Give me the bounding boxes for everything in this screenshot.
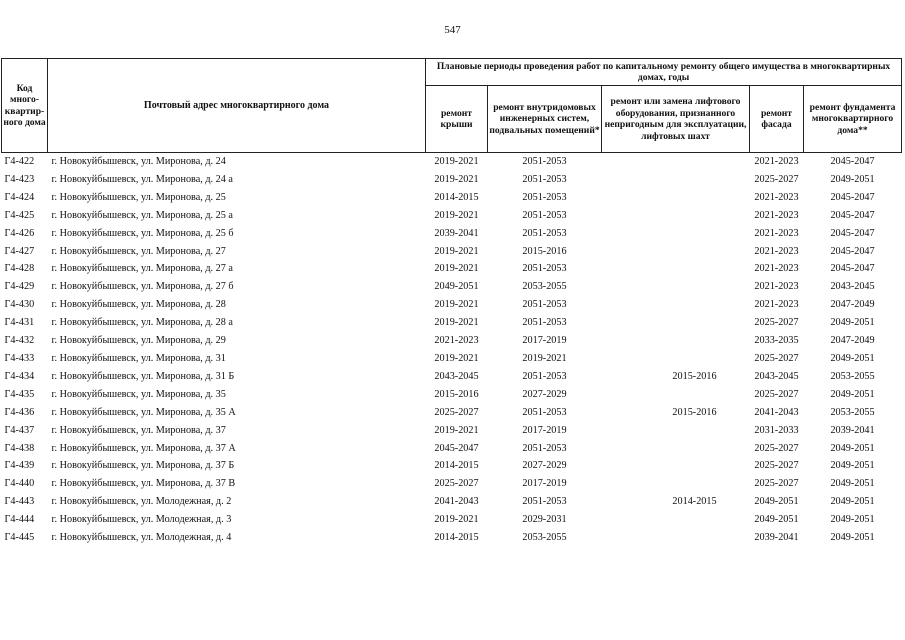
table-row xyxy=(2,529,902,547)
cell-roof: 2019-2021 xyxy=(434,245,479,257)
cell-foundation: 2045-2047 xyxy=(830,156,875,167)
table-row xyxy=(2,404,902,422)
cell-address: г. Новокуйбышевск, ул. Миронова, д. 27 xyxy=(51,245,226,257)
cell-facade: 2021-2023 xyxy=(754,191,799,203)
cell-code: Г4-428 xyxy=(4,263,35,275)
cell-engineering: 2051-2053 xyxy=(522,209,567,221)
cell-lift xyxy=(602,332,750,350)
cell-engineering: 2051-2053 xyxy=(522,317,567,329)
table-row xyxy=(2,457,902,475)
table-header xyxy=(2,59,902,153)
table-body xyxy=(2,153,902,547)
cell-address: г. Новокуйбышевск, ул. Миронова, д. 31 Б xyxy=(51,370,235,382)
cell-code: Г4-433 xyxy=(4,352,35,364)
table-row xyxy=(2,440,902,458)
cell-facade: 2025-2027 xyxy=(754,478,799,490)
cell-facade: 2021-2023 xyxy=(754,156,799,167)
cell-foundation: 2049-2051 xyxy=(830,173,875,185)
cell-facade: 2025-2027 xyxy=(754,317,799,329)
table-row xyxy=(2,332,902,350)
cell-foundation: 2049-2051 xyxy=(830,478,875,490)
cell-facade: 2043-2045 xyxy=(754,370,799,382)
header-foundation: ремонт фундамента многоквартирного дома** xyxy=(804,86,902,153)
cell-lift: 2015-2016 xyxy=(672,370,717,382)
cell-facade: 2025-2027 xyxy=(754,352,799,364)
cell-engineering: 2053-2055 xyxy=(522,281,567,293)
cell-code: Г4-443 xyxy=(4,496,35,508)
cell-foundation: 2049-2051 xyxy=(830,496,875,508)
cell-engineering: 2019-2021 xyxy=(522,352,567,364)
cell-facade: 2021-2023 xyxy=(754,281,799,293)
cell-foundation: 2047-2049 xyxy=(830,299,875,311)
cell-address: г. Новокуйбышевск, ул. Миронова, д. 37 А xyxy=(51,442,236,454)
cell-code: Г4-435 xyxy=(4,388,35,400)
capital-repair-table xyxy=(1,58,902,547)
cell-lift xyxy=(602,440,750,458)
cell-lift xyxy=(602,350,750,368)
cell-code: Г4-427 xyxy=(4,245,35,257)
cell-address: г. Новокуйбышевск, ул. Молодежная, д. 3 xyxy=(51,514,232,526)
cell-facade: 2049-2051 xyxy=(754,514,799,526)
cell-address: г. Новокуйбышевск, ул. Миронова, д. 35 А xyxy=(51,406,236,418)
cell-engineering: 2051-2053 xyxy=(522,370,567,382)
cell-facade: 2031-2033 xyxy=(754,424,799,436)
table-row xyxy=(2,350,902,368)
cell-foundation: 2049-2051 xyxy=(830,442,875,454)
cell-code: Г4-432 xyxy=(4,335,35,347)
cell-address: г. Новокуйбышевск, ул. Миронова, д. 37 xyxy=(51,424,226,436)
cell-lift xyxy=(602,296,750,314)
cell-lift xyxy=(602,529,750,547)
cell-foundation: 2053-2055 xyxy=(830,370,875,382)
cell-code: Г4-438 xyxy=(4,442,35,454)
cell-address: г. Новокуйбышевск, ул. Миронова, д. 24 xyxy=(51,156,226,167)
cell-lift xyxy=(602,314,750,332)
cell-roof: 2015-2016 xyxy=(434,388,479,400)
cell-facade: 2021-2023 xyxy=(754,227,799,239)
cell-address: г. Новокуйбышевск, ул. Миронова, д. 27 б xyxy=(51,281,234,293)
cell-roof: 2019-2021 xyxy=(434,317,479,329)
table-row xyxy=(2,511,902,529)
cell-roof: 2019-2021 xyxy=(434,263,479,275)
cell-facade: 2049-2051 xyxy=(754,496,799,508)
cell-lift xyxy=(602,243,750,261)
table-row xyxy=(2,189,902,207)
page-number: 547 xyxy=(444,24,461,36)
table-row xyxy=(2,207,902,225)
cell-address: г. Новокуйбышевск, ул. Миронова, д. 27 а xyxy=(51,263,233,275)
cell-engineering: 2051-2053 xyxy=(522,299,567,311)
cell-roof: 2043-2045 xyxy=(434,370,479,382)
table-row xyxy=(2,225,902,243)
header-engineering: ремонт внутридомовых инженерных систем, подвальных помещений* xyxy=(488,86,602,153)
cell-code: Г4-425 xyxy=(4,209,35,221)
header-address: Почтовый адрес многоквартирного дома xyxy=(48,59,426,153)
cell-lift xyxy=(602,189,750,207)
cell-lift xyxy=(602,225,750,243)
cell-engineering: 2017-2019 xyxy=(522,335,567,347)
cell-lift xyxy=(602,278,750,296)
cell-roof: 2014-2015 xyxy=(434,532,479,544)
cell-code: Г4-424 xyxy=(4,191,35,203)
cell-foundation: 2047-2049 xyxy=(830,335,875,347)
cell-engineering: 2051-2053 xyxy=(522,263,567,275)
table-row xyxy=(2,386,902,404)
cell-address: г. Новокуйбышевск, ул. Миронова, д. 28 а xyxy=(51,317,233,329)
cell-engineering: 2051-2053 xyxy=(522,191,567,203)
cell-foundation: 2049-2051 xyxy=(830,352,875,364)
cell-foundation: 2045-2047 xyxy=(830,227,875,239)
cell-code: Г4-437 xyxy=(4,424,35,436)
cell-roof: 2025-2027 xyxy=(434,478,479,490)
cell-code: Г4-440 xyxy=(4,478,35,490)
cell-roof: 2025-2027 xyxy=(434,406,479,418)
cell-lift xyxy=(602,475,750,493)
cell-facade: 2021-2023 xyxy=(754,299,799,311)
cell-lift xyxy=(602,457,750,475)
cell-code: Г4-429 xyxy=(4,281,35,293)
cell-foundation: 2049-2051 xyxy=(830,532,875,544)
cell-foundation: 2045-2047 xyxy=(830,191,875,203)
table-row xyxy=(2,278,902,296)
cell-lift xyxy=(602,386,750,404)
cell-address: г. Новокуйбышевск, ул. Молодежная, д. 2 xyxy=(51,496,232,508)
cell-facade: 2021-2023 xyxy=(754,263,799,275)
cell-foundation: 2045-2047 xyxy=(830,209,875,221)
cell-roof: 2019-2021 xyxy=(434,352,479,364)
cell-facade: 2041-2043 xyxy=(754,406,799,418)
cell-lift: 2014-2015 xyxy=(672,496,717,508)
cell-code: Г4-439 xyxy=(4,460,35,472)
cell-lift xyxy=(602,207,750,225)
header-code: Код много-квартир-ного дома xyxy=(2,59,48,153)
cell-engineering: 2015-2016 xyxy=(522,245,567,257)
cell-facade: 2025-2027 xyxy=(754,442,799,454)
cell-facade: 2033-2035 xyxy=(754,335,799,347)
cell-lift: 2015-2016 xyxy=(672,406,717,418)
cell-address: г. Новокуйбышевск, ул. Миронова, д. 25 а xyxy=(51,209,233,221)
cell-code: Г4-444 xyxy=(4,514,35,526)
cell-engineering: 2051-2053 xyxy=(522,496,567,508)
cell-address: г. Новокуйбышевск, ул. Миронова, д. 37 В xyxy=(51,478,236,490)
cell-facade: 2025-2027 xyxy=(754,173,799,185)
cell-engineering: 2017-2019 xyxy=(522,424,567,436)
cell-foundation: 2049-2051 xyxy=(830,388,875,400)
cell-address: г. Новокуйбышевск, ул. Миронова, д. 31 xyxy=(51,352,226,364)
cell-roof: 2014-2015 xyxy=(434,460,479,472)
cell-code: Г4-445 xyxy=(4,532,35,544)
cell-lift xyxy=(602,511,750,529)
cell-engineering: 2017-2019 xyxy=(522,478,567,490)
cell-roof: 2019-2021 xyxy=(434,209,479,221)
cell-foundation: 2053-2055 xyxy=(830,406,875,418)
cell-roof: 2019-2021 xyxy=(434,299,479,311)
cell-engineering: 2027-2029 xyxy=(522,388,567,400)
cell-lift xyxy=(602,153,750,171)
table-row xyxy=(2,422,902,440)
table-row xyxy=(2,493,902,511)
cell-address: г. Новокуйбышевск, ул. Миронова, д. 25 б xyxy=(51,227,234,239)
cell-engineering: 2051-2053 xyxy=(522,406,567,418)
cell-roof: 2021-2023 xyxy=(434,335,479,347)
table-row xyxy=(2,171,902,189)
cell-foundation: 2049-2051 xyxy=(830,514,875,526)
cell-code: Г4-423 xyxy=(4,173,35,185)
table-row xyxy=(2,153,902,171)
cell-facade: 2025-2027 xyxy=(754,460,799,472)
cell-roof: 2019-2021 xyxy=(434,173,479,185)
cell-foundation: 2043-2045 xyxy=(830,281,875,293)
cell-address: г. Новокуйбышевск, ул. Миронова, д. 35 xyxy=(51,388,226,400)
cell-lift xyxy=(602,260,750,278)
cell-code: Г4-431 xyxy=(4,317,35,329)
header-periods-group: Плановые периоды проведения работ по капитальному ремонту общего имущества в многоквартирных домах, годы xyxy=(426,59,902,86)
header-lift: ремонт или замена лифтового оборудования, признанного непригодным для эксплуатации, лифтовых шахт xyxy=(602,86,750,153)
cell-facade: 2021-2023 xyxy=(754,209,799,221)
cell-address: г. Новокуйбышевск, ул. Миронова, д. 24 а xyxy=(51,173,233,185)
cell-facade: 2039-2041 xyxy=(754,532,799,544)
cell-address: г. Новокуйбышевск, ул. Миронова, д. 29 xyxy=(51,335,226,347)
cell-lift xyxy=(602,422,750,440)
cell-foundation: 2049-2051 xyxy=(830,460,875,472)
cell-roof: 2019-2021 xyxy=(434,424,479,436)
cell-roof: 2049-2051 xyxy=(434,281,479,293)
cell-address: г. Новокуйбышевск, ул. Миронова, д. 25 xyxy=(51,191,226,203)
cell-engineering: 2051-2053 xyxy=(522,442,567,454)
table-row xyxy=(2,260,902,278)
header-facade: ремонт фасада xyxy=(750,86,804,153)
cell-code: Г4-422 xyxy=(4,156,35,167)
cell-roof: 2039-2041 xyxy=(434,227,479,239)
header-roof: ремонт крыши xyxy=(426,86,488,153)
cell-engineering: 2051-2053 xyxy=(522,156,567,167)
cell-engineering: 2027-2029 xyxy=(522,460,567,472)
cell-code: Г4-436 xyxy=(4,406,35,418)
cell-engineering: 2051-2053 xyxy=(522,227,567,239)
cell-lift xyxy=(602,171,750,189)
cell-address: г. Новокуйбышевск, ул. Миронова, д. 28 xyxy=(51,299,226,311)
table-row xyxy=(2,314,902,332)
cell-roof: 2019-2021 xyxy=(434,514,479,526)
table-row xyxy=(2,243,902,261)
cell-engineering: 2051-2053 xyxy=(522,173,567,185)
cell-code: Г4-426 xyxy=(4,227,35,239)
table-row xyxy=(2,296,902,314)
table-row xyxy=(2,475,902,493)
cell-code: Г4-434 xyxy=(4,370,35,382)
cell-engineering: 2029-2031 xyxy=(522,514,567,526)
cell-code: Г4-430 xyxy=(4,299,35,311)
cell-facade: 2025-2027 xyxy=(754,388,799,400)
cell-roof: 2019-2021 xyxy=(434,156,479,167)
cell-facade: 2021-2023 xyxy=(754,245,799,257)
cell-address: г. Новокуйбышевск, ул. Молодежная, д. 4 xyxy=(51,532,232,544)
table-row xyxy=(2,368,902,386)
cell-roof: 2045-2047 xyxy=(434,442,479,454)
cell-engineering: 2053-2055 xyxy=(522,532,567,544)
cell-roof: 2014-2015 xyxy=(434,191,479,203)
cell-foundation: 2049-2051 xyxy=(830,317,875,329)
cell-foundation: 2039-2041 xyxy=(830,424,875,436)
cell-roof: 2041-2043 xyxy=(434,496,479,508)
cell-foundation: 2045-2047 xyxy=(830,245,875,257)
cell-foundation: 2045-2047 xyxy=(830,263,875,275)
cell-address: г. Новокуйбышевск, ул. Миронова, д. 37 Б xyxy=(51,460,235,472)
